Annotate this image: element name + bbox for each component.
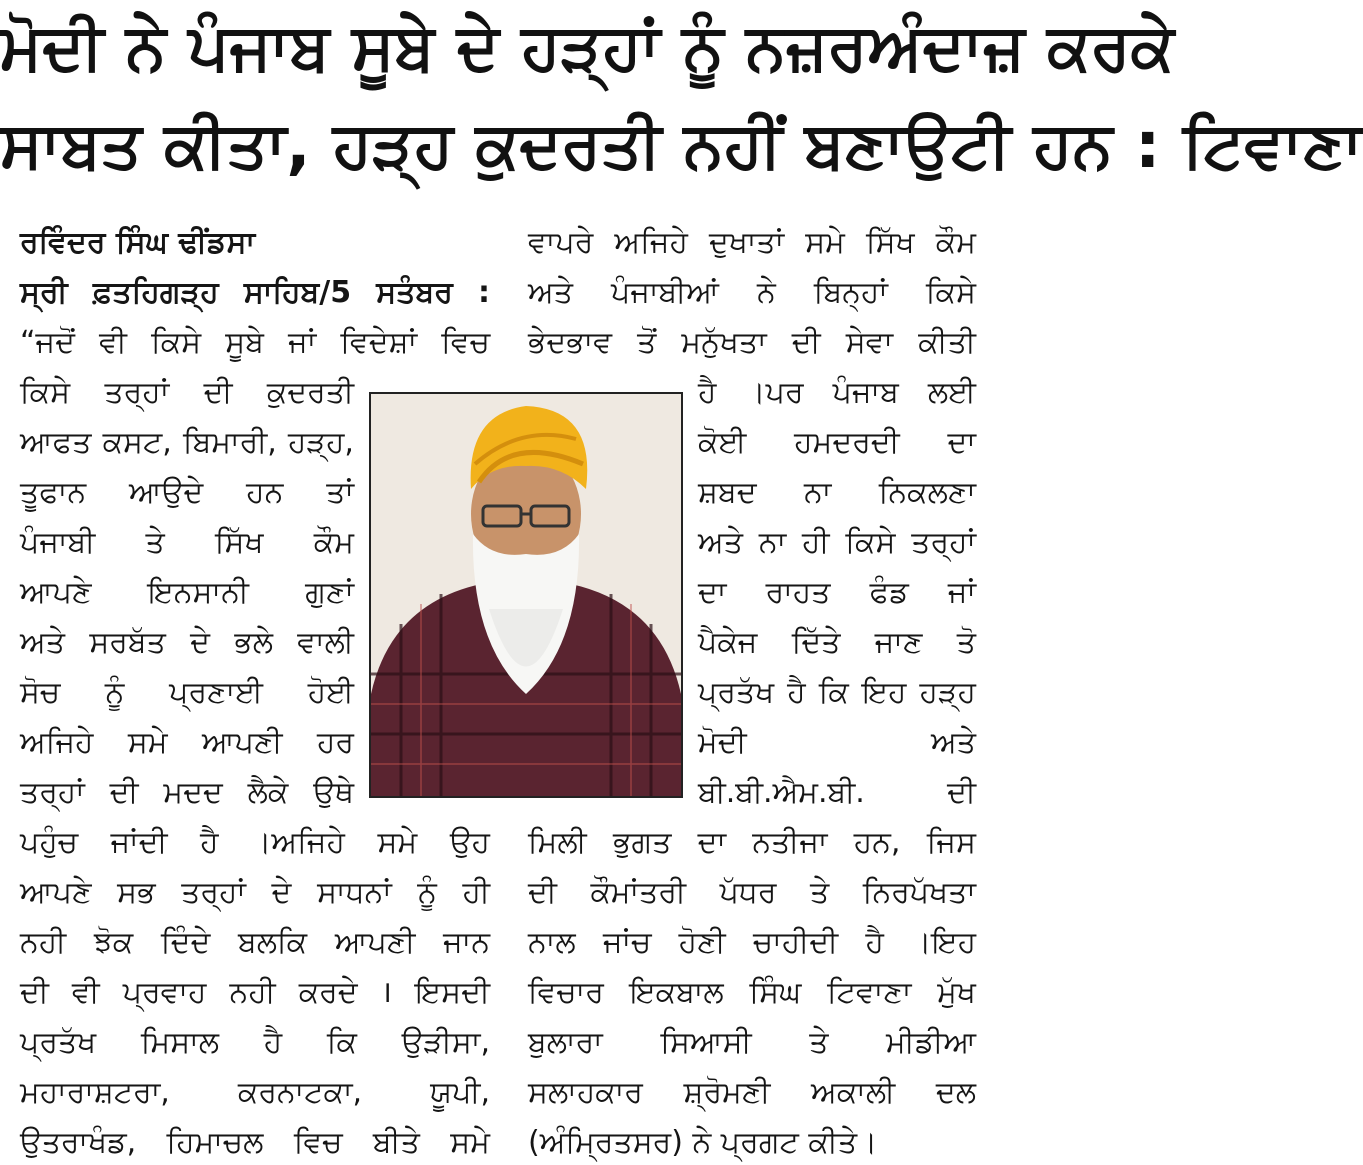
right-column-line: ਨਾਲ ਜਾਂਚ ਹੋਣੀ ਚਾਹੀਦੀ ਹੈ ।ਇਹ [528,925,976,960]
left-column-line: ਤੂਫਾਨ ਆਉਦੇ ਹਨ ਤਾਂ [20,475,354,510]
byline: ਰਵਿੰਦਰ ਸਿੰਘ ਢੀਂਡਸਾ [20,225,256,260]
dateline: ਸ੍ਰੀ ਫ਼ਤਹਿਗੜ੍ਹ ਸਾਹਿਬ/5 ਸਤੰਬਰ : [20,275,490,310]
left-column-line: ਆਪਣੇ ਇਨਸਾਨੀ ਗੁਣਾਂ [20,575,354,610]
right-column-line: ਬੀ.ਬੀ.ਐਮ.ਬੀ. ਦੀ [698,775,976,810]
right-column-line: ਵਾਪਰੇ ਅਜਿਹੇ ਦੁਖਾਤਾਂ ਸਮੇ ਸਿੱਖ ਕੌਮ [528,225,976,260]
left-column-line: ਅਜਿਹੇ ਸਮੇ ਆਪਣੀ ਹਰ [20,725,354,760]
left-column-line: ਦੀ ਵੀ ਪ੍ਰਵਾਹ ਨਹੀ ਕਰਦੇ । ਇਸਦੀ [20,975,490,1010]
left-column-line: “ਜਦੋਂ ਵੀ ਕਿਸੇ ਸੂਬੇ ਜਾਂ ਵਿਦੇਸ਼ਾਂ ਵਿਚ [20,325,490,360]
right-column-line: ਬੁਲਾਰਾ ਸਿਆਸੀ ਤੇ ਮੀਡੀਆ [528,1025,976,1060]
headline-line-2: ਸਾਬਤ ਕੀਤਾ, ਹੜ੍ਹ ਕੁਦਰਤੀ ਨਹੀਂ ਬਣਾਉਟੀ ਹਨ : ਟਿਵਾਣਾ [0,109,1363,183]
right-column-line: ਹੈ ।ਪਰ ਪੰਜਾਬ ਲਈ [698,375,976,410]
left-column-line: ਉਤਰਾਖੰਡ, ਹਿਮਾਚਲ ਵਿਚ ਬੀਤੇ ਸਮੇ [20,1125,490,1160]
right-column-line: ਭੇਦਭਾਵ ਤੋਂ ਮਨੁੱਖਤਾ ਦੀ ਸੇਵਾ ਕੀਤੀ [528,325,976,360]
right-column-line: ਪ੍ਰਤੱਖ ਹੈ ਕਿ ਇਹ ਹੜ੍ਹ [698,675,976,710]
left-column-line: ਪ੍ਰਤੱਖ ਮਿਸਾਲ ਹੈ ਕਿ ਉੜੀਸਾ, [20,1025,490,1060]
left-column-line: ਆਫਤ ਕਸਟ, ਬਿਮਾਰੀ, ਹੜ੍ਹ, [20,425,354,460]
right-column-line: ਵਿਚਾਰ ਇਕਬਾਲ ਸਿੰਘ ਟਿਵਾਣਾ ਮੁੱਖ [528,975,976,1010]
left-column-line: ਮਹਾਰਾਸ਼ਟਰਾ, ਕਰਨਾਟਕਾ, ਯੂਪੀ, [20,1075,490,1110]
right-column-line: ਪੈਕੇਜ ਦਿੱਤੇ ਜਾਣ ਤੋ [698,625,976,660]
right-column-line: ਸ਼ਬਦ ਨਾ ਨਿਕਲਣਾ [698,475,976,510]
man-portrait-illustration [371,394,681,796]
right-column-line: (ਅੰਮ੍ਰਿਤਸਰ) ਨੇ ਪ੍ਰਗਟ ਕੀਤੇ। [528,1125,878,1160]
headline-line-1: ਮੋਦੀ ਨੇ ਪੰਜਾਬ ਸੂਬੇ ਦੇ ਹੜ੍ਹਾਂ ਨੂੰ ਨਜ਼ਰਅੰਦਾਜ਼ ਕਰਕੇ [0,11,1175,85]
right-column-line: ਅਤੇ ਨਾ ਹੀ ਕਿਸੇ ਤਰ੍ਹਾਂ [698,525,976,560]
left-column-line: ਕਿਸੇ ਤਰ੍ਹਾਂ ਦੀ ਕੁਦਰਤੀ [20,375,354,410]
right-column-line: ਕੋਈ ਹਮਦਰਦੀ ਦਾ [698,425,976,460]
left-column-line: ਪੰਜਾਬੀ ਤੇ ਸਿੱਖ ਕੌਮ [20,525,354,560]
left-column-line: ਪਹੁੰਚ ਜਾਂਦੀ ਹੈ ।ਅਜਿਹੇ ਸਮੇ ਉਹ [20,825,490,860]
left-column-line: ਤਰ੍ਹਾਂ ਦੀ ਮਦਦ ਲੈਕੇ ਉਥੇ [20,775,354,810]
left-column-line: ਅਤੇ ਸਰਬੱਤ ਦੇ ਭਲੇ ਵਾਲੀ [20,625,354,660]
left-column-line: ਸੋਚ ਨੂੰ ਪ੍ਰਣਾਈ ਹੋਈ [20,675,354,710]
portrait-photo [369,392,683,798]
right-column-line: ਅਤੇ ਪੰਜਾਬੀਆਂ ਨੇ ਬਿਨ੍ਹਾਂ ਕਿਸੇ [528,275,976,310]
left-column-line: ਨਹੀ ਝੋਕ ਦਿੰਦੇ ਬਲਕਿ ਆਪਣੀ ਜਾਨ [20,925,490,960]
right-column-line: ਸਲਾਹਕਾਰ ਸ਼੍ਰੋਮਣੀ ਅਕਾਲੀ ਦਲ [528,1075,976,1110]
right-column-line: ਮੋਦੀ ਅਤੇ [698,725,976,760]
right-column-line: ਮਿਲੀ ਭੁਗਤ ਦਾ ਨਤੀਜਾ ਹਨ, ਜਿਸ [528,825,976,860]
right-column-line: ਦੀ ਕੌਮਾਂਤਰੀ ਪੱਧਰ ਤੇ ਨਿਰਪੱਖਤਾ [528,875,976,910]
left-column-line: ਆਪਣੇ ਸਭ ਤਰ੍ਹਾਂ ਦੇ ਸਾਧਨਾਂ ਨੂੰ ਹੀ [20,875,490,910]
right-column-line: ਦਾ ਰਾਹਤ ਫੰਡ ਜਾਂ [698,575,976,610]
